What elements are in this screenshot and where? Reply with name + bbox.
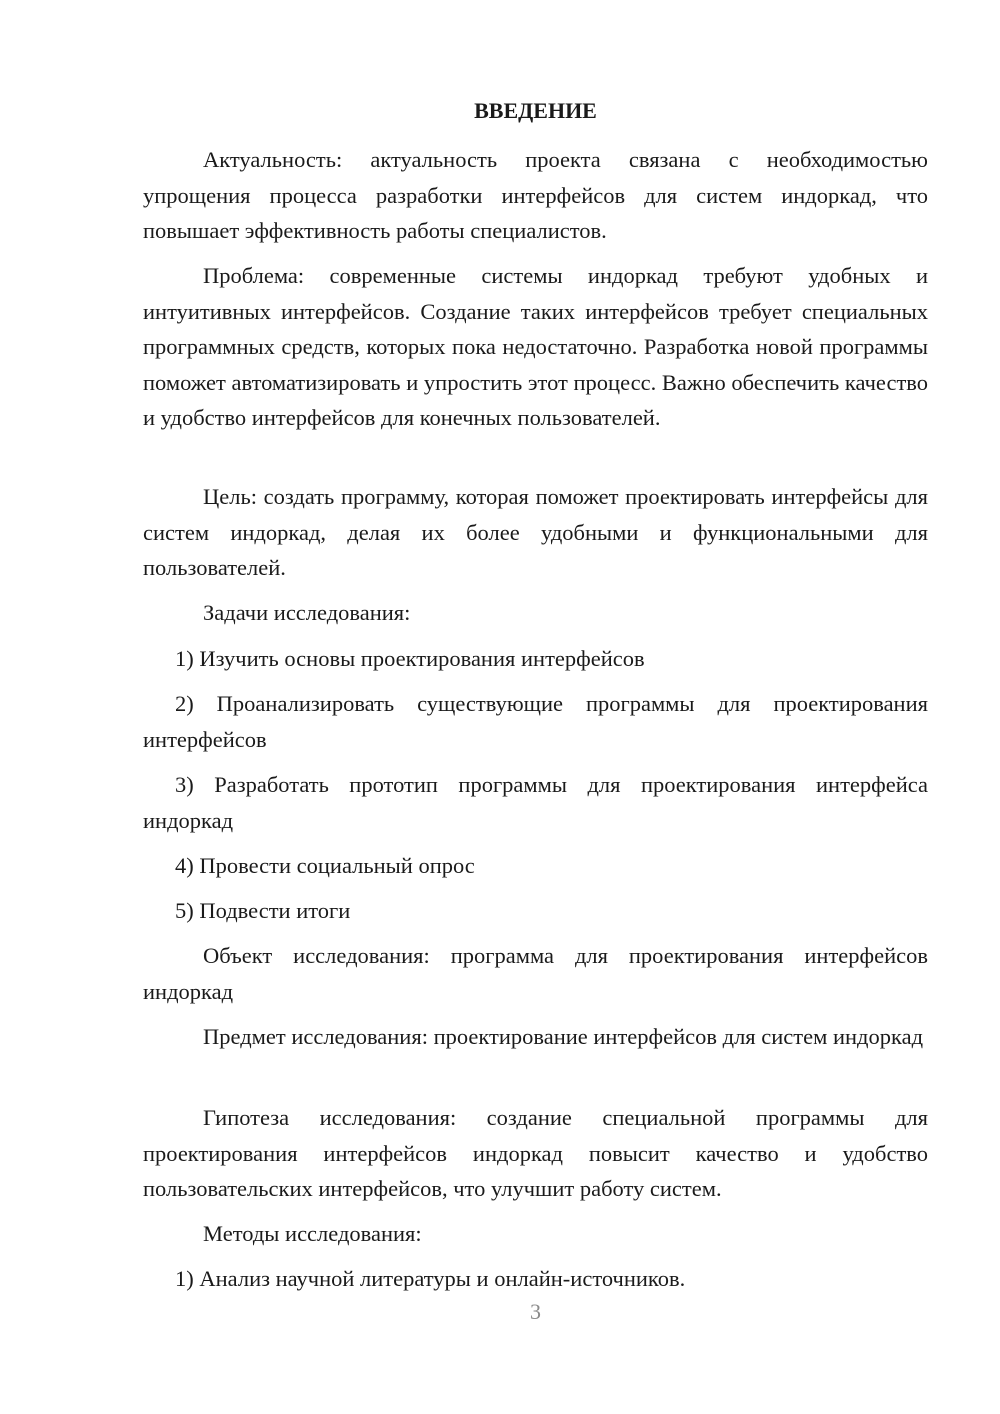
subject-paragraph: Предмет исследования: проектирование интерфейсов для систем индоркад: [203, 1024, 924, 1049]
goal-paragraph: Цель: создать программу, которая поможет проектировать интерфейсы для систем индоркад, делая их более удобными и функциональными для пользователей.: [143, 484, 928, 580]
task-item: 1) Изучить основы проектирования интерфейсов: [175, 646, 645, 671]
problem-paragraph: Проблема: современные системы индоркад требуют удобных и интуитивных интерфейсов. Создание таких интерфейсов требует специальных программных средств, которых пока недостаточно. Разработка новой программы поможет автоматизировать и упростить этот процесс. Важно обеспечить качество и удобство интерфейсов для конечных пользователей.: [143, 263, 928, 430]
relevance-paragraph: Актуальность: актуальность проекта связана с необходимостью упрощения процесса разработки интерфейсов для систем индоркад, что повышает эффективность работы специалистов.: [143, 147, 928, 243]
hypothesis-paragraph: Гипотеза исследования: создание специальной программы для проектирования интерфейсов индоркад повысит качество и удобство пользовательских интерфейсов, что улучшит работу систем.: [143, 1105, 928, 1201]
task-item: 3) Разработать прототип программы для проектирования интерфейса индоркад: [143, 772, 928, 833]
object-paragraph: Объект исследования: программа для проектирования интерфейсов индоркад: [143, 943, 928, 1004]
task-item: 4) Провести социальный опрос: [175, 853, 475, 878]
page-number: 3: [530, 1299, 541, 1324]
tasks-heading: Задачи исследования:: [203, 600, 411, 625]
methods-heading: Методы исследования:: [203, 1221, 422, 1246]
method-item: 1) Анализ научной литературы и онлайн-источников.: [175, 1266, 686, 1291]
page-title: ВВЕДЕНИЕ: [474, 98, 597, 123]
task-item: 2) Проанализировать существующие программы для проектирования интерфейсов: [143, 691, 928, 752]
task-item: 5) Подвести итоги: [175, 898, 351, 923]
